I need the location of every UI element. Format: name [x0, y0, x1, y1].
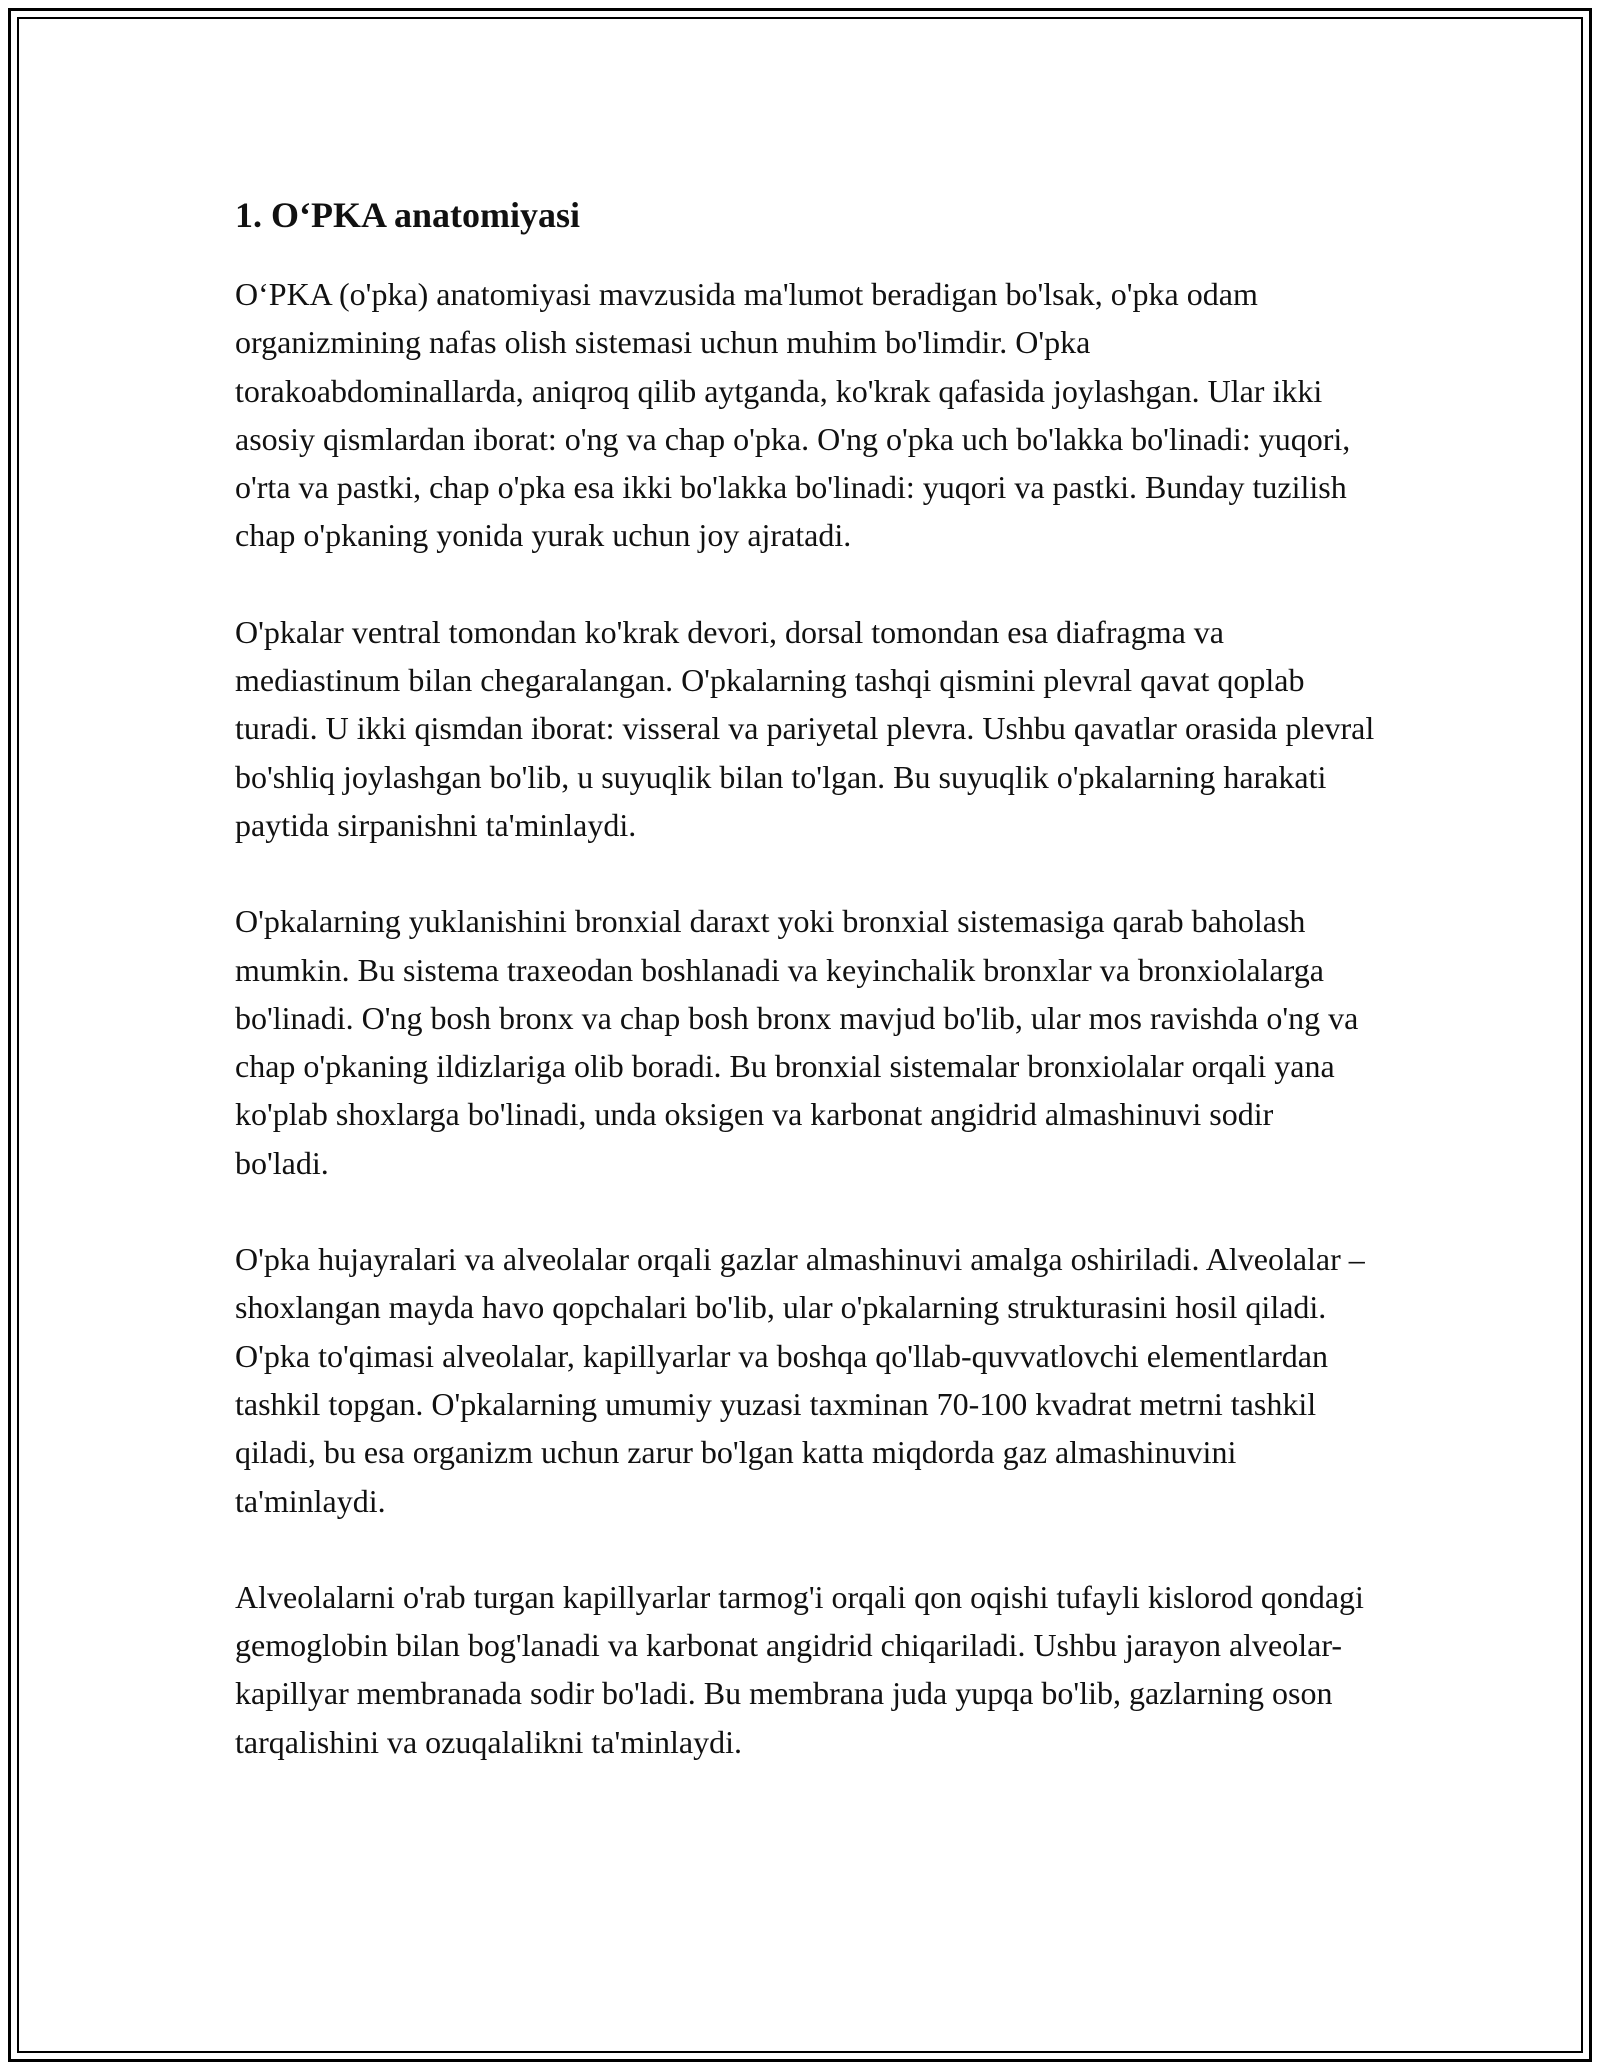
paragraph-gas-exchange: Alveolalarni o'rab turgan kapillyarlar tarmog'i orqali qon oqishi tufayli kislorod qondagi gemoglobin bilan bog'lanadi va karbonat angidrid chiqariladi. Ushbu jarayon alveolar-kapillyar membranada sodir bo'ladi. Bu membrana juda yupqa bo'lib, gazlarning oson tarqalishini va ozuqalalikni ta'minlaydi.	[235, 1578, 1364, 1760]
document-body	[235, 186, 1375, 1814]
document-title: 1. O‘PKA anatomiyasi	[235, 195, 581, 235]
paragraph-anatomy-overview: O‘PKA (o'pka) anatomiyasi mavzusida ma'lumot beradigan bo'lsak, o'pka odam organizmining nafas olish sistemasi uchun muhim bo'limdir. O'pka torakoabdominallarda, aniqroq qilib aytganda, ko'krak qafasida joylashgan. Ular ikki asosiy qismlardan iborat: o'ng va chap o'pka. O'ng o'pka uch bo'lakka bo'linadi: yuqori, o'rta va pastki, chap o'pka esa ikki bo'lakka bo'linadi: yuqori va pastki. Bunday tuzilish chap o'pkaning yonida yurak uchun joy ajratadi.	[235, 276, 1351, 554]
paragraph-pleura: O'pkalar ventral tomondan ko'krak devori, dorsal tomondan esa diafragma va mediastinum bilan chegaralangan. O'pkalarning tashqi qismini plevral qavat qoplab turadi. U ikki qismdan iborat: visseral va pariyetal plevra. Ushbu qavatlar orasida plevral bo'shliq joylashgan bo'lib, u suyuqlik bilan to'lgan. Bu suyuqlik o'pkalarning harakati paytida sirpanishni ta'minlaydi.	[235, 613, 1375, 843]
paragraph-bronchial-tree: O'pkalarning yuklanishini bronxial daraxt yoki bronxial sistemasiga qarab baholash mumkin. Bu sistema traxeodan boshlanadi va keyinchalik bronxlar va bronxiolalarga bo'linadi. O'ng bosh bronx va chap bosh bronx mavjud bo'lib, ular mos ravishda o'ng va chap o'pkaning ildizlariga olib boradi. Bu bronxial sistemalar bronxiolalar orqali yana ko'plab shoxlarga bo'linadi, unda oksigen va karbonat angidrid almashinuvi sodir bo'ladi.	[235, 903, 1359, 1181]
paragraph-alveoli: O'pka hujayralari va alveolalar orqali gazlar almashinuvi amalga oshiriladi. Alveolalar – shoxlangan mayda havo qopchalari bo'lib, ular o'pkalarning strukturasini hosil qiladi. O'pka to'qimasi alveolalar, kapillyarlar va boshqa qo'llab-quvvatlovchi elementlardan tashkil topgan. O'pkalarning umumiy yuzasi taxminan 70-100 kvadrat metrni tashkil qiladi, bu esa organizm uchun zarur bo'lgan katta miqdorda gaz almashinuvini ta'minlaydi.	[235, 1241, 1365, 1519]
